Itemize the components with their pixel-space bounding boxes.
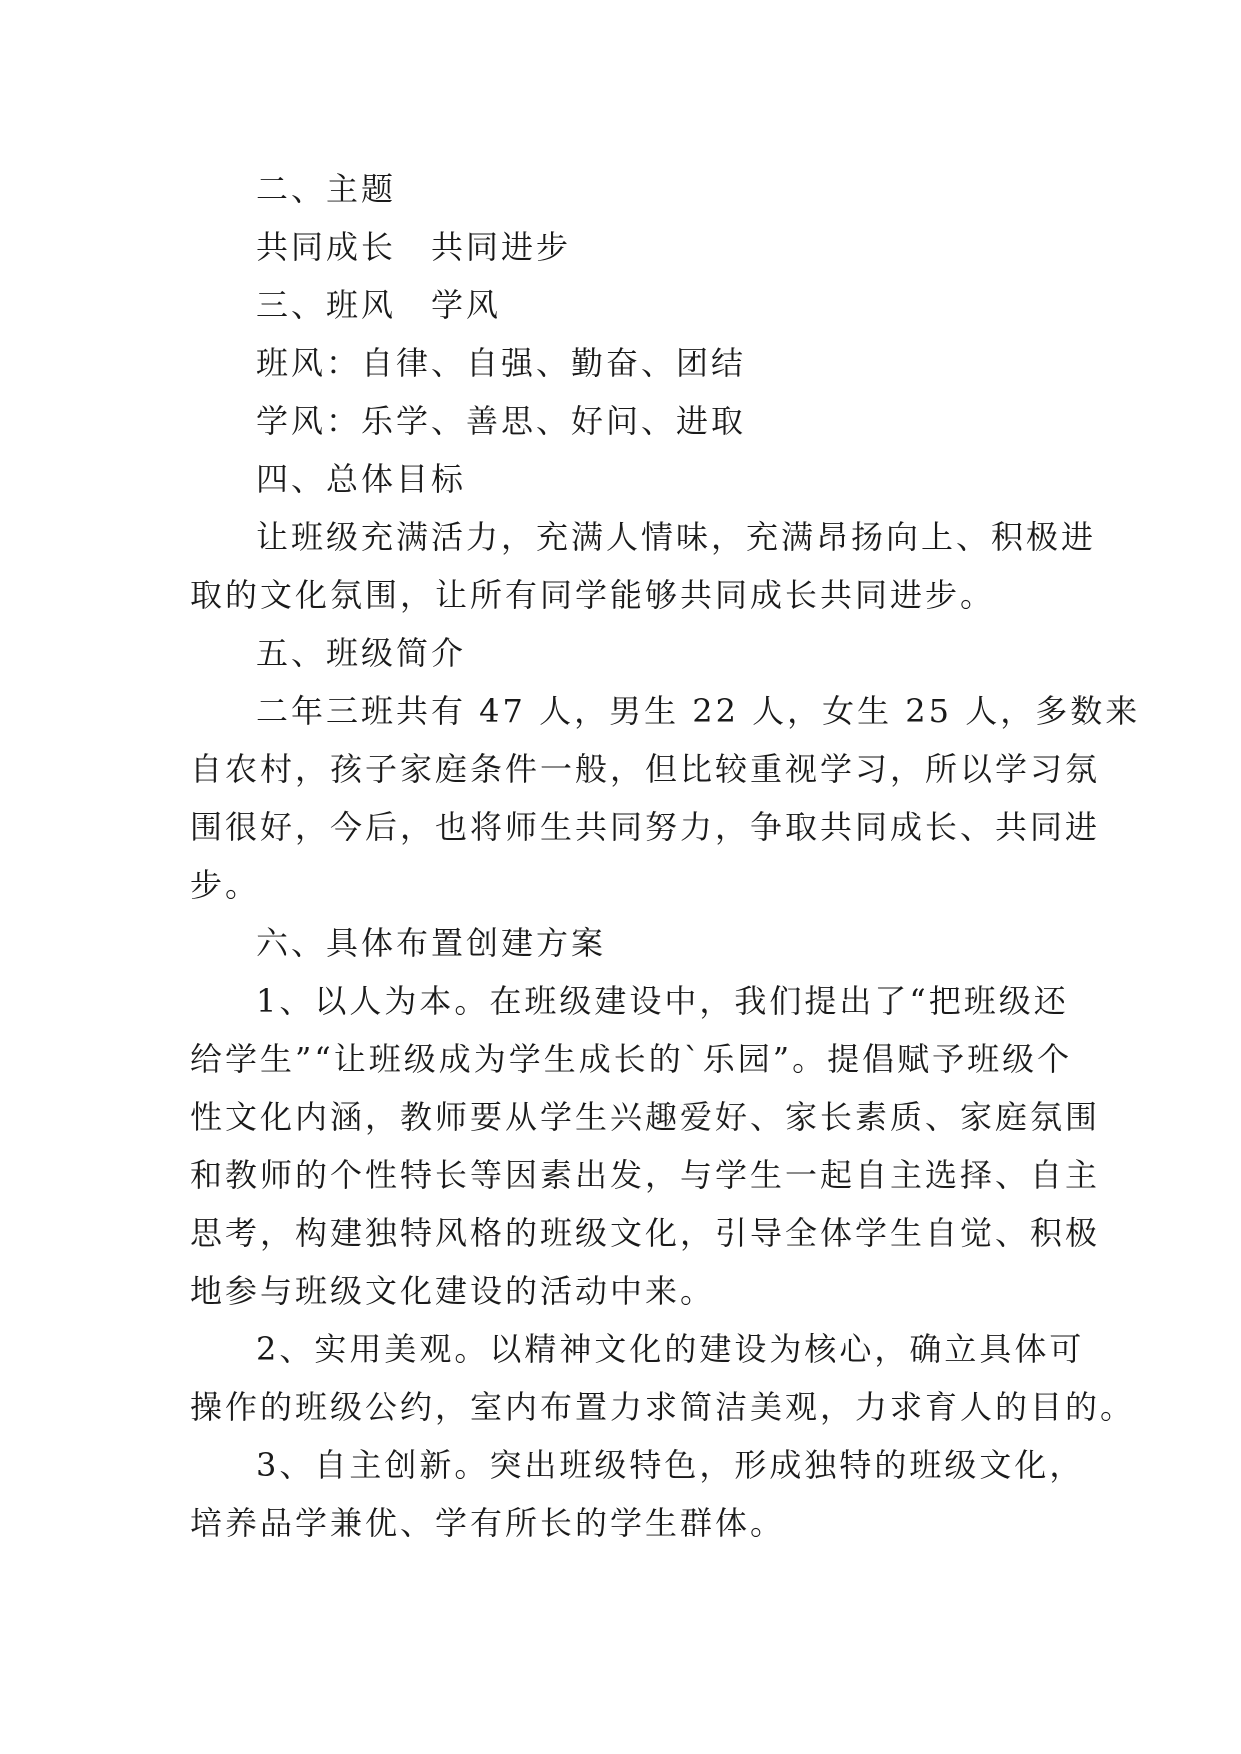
study-style-text: 学风：乐学、善思、好问、进取 — [256, 402, 747, 440]
item1-line: 和教师的个性特长等因素出发，与学生一起自主选择、自主 — [190, 1156, 1101, 1194]
goal-line: 让班级充满活力，充满人情味，充满昂扬向上、积极进 — [256, 518, 1097, 556]
item3-line: 培养品学兼优、学有所长的学生群体。 — [190, 1504, 786, 1542]
plan-item-2 — [190, 1320, 1136, 1436]
item1-line: 性文化内涵，教师要从学生兴趣爱好、家长素质、家庭氛围 — [190, 1098, 1101, 1136]
item2-line: 操作的班级公约，室内布置力求简洁美观，力求育人的目的。 — [190, 1388, 1136, 1426]
item1-line: 给学生”“让班级成为学生成长的`乐园”。提倡赋予班级个 — [190, 1040, 1073, 1078]
item1-line: 1、以人为本。在班级建设中，我们提出了“把班级还 — [256, 982, 1069, 1020]
heading-class-style: 三、班风 学风 — [256, 286, 502, 324]
goal-line: 取的文化氛围，让所有同学能够共同成长共同进步。 — [190, 576, 996, 614]
heading-plan: 六、具体布置创建方案 — [256, 924, 607, 962]
heading-class-intro: 五、班级简介 — [256, 634, 467, 672]
plan-item-1 — [190, 972, 1101, 1320]
intro-line: 步。 — [190, 866, 261, 904]
document-body — [190, 160, 1141, 1552]
heading-theme: 二、主题 — [256, 170, 397, 208]
plan-item-3 — [190, 1436, 1085, 1552]
intro-line: 自农村，孩子家庭条件一般，但比较重视学习，所以学习氛 — [190, 750, 1101, 788]
heading-overall-goal: 四、总体目标 — [256, 460, 467, 498]
theme-text: 共同成长 共同进步 — [256, 228, 572, 266]
goal-paragraph — [190, 508, 1097, 624]
intro-line: 围很好，今后，也将师生共同努力，争取共同成长、共同进 — [190, 808, 1101, 846]
class-style-text: 班风：自律、自强、勤奋、团结 — [256, 344, 747, 382]
item2-line: 2、实用美观。以精神文化的建设为核心，确立具体可 — [256, 1330, 1085, 1368]
item3-line: 3、自主创新。突出班级特色，形成独特的班级文化， — [256, 1446, 1085, 1484]
item1-line: 思考，构建独特风格的班级文化，引导全体学生自觉、积极 — [190, 1214, 1101, 1252]
intro-line: 二年三班共有 47 人，男生 22 人，女生 25 人，多数来 — [256, 692, 1141, 730]
item1-line: 地参与班级文化建设的活动中来。 — [190, 1272, 716, 1310]
intro-paragraph — [190, 682, 1141, 914]
